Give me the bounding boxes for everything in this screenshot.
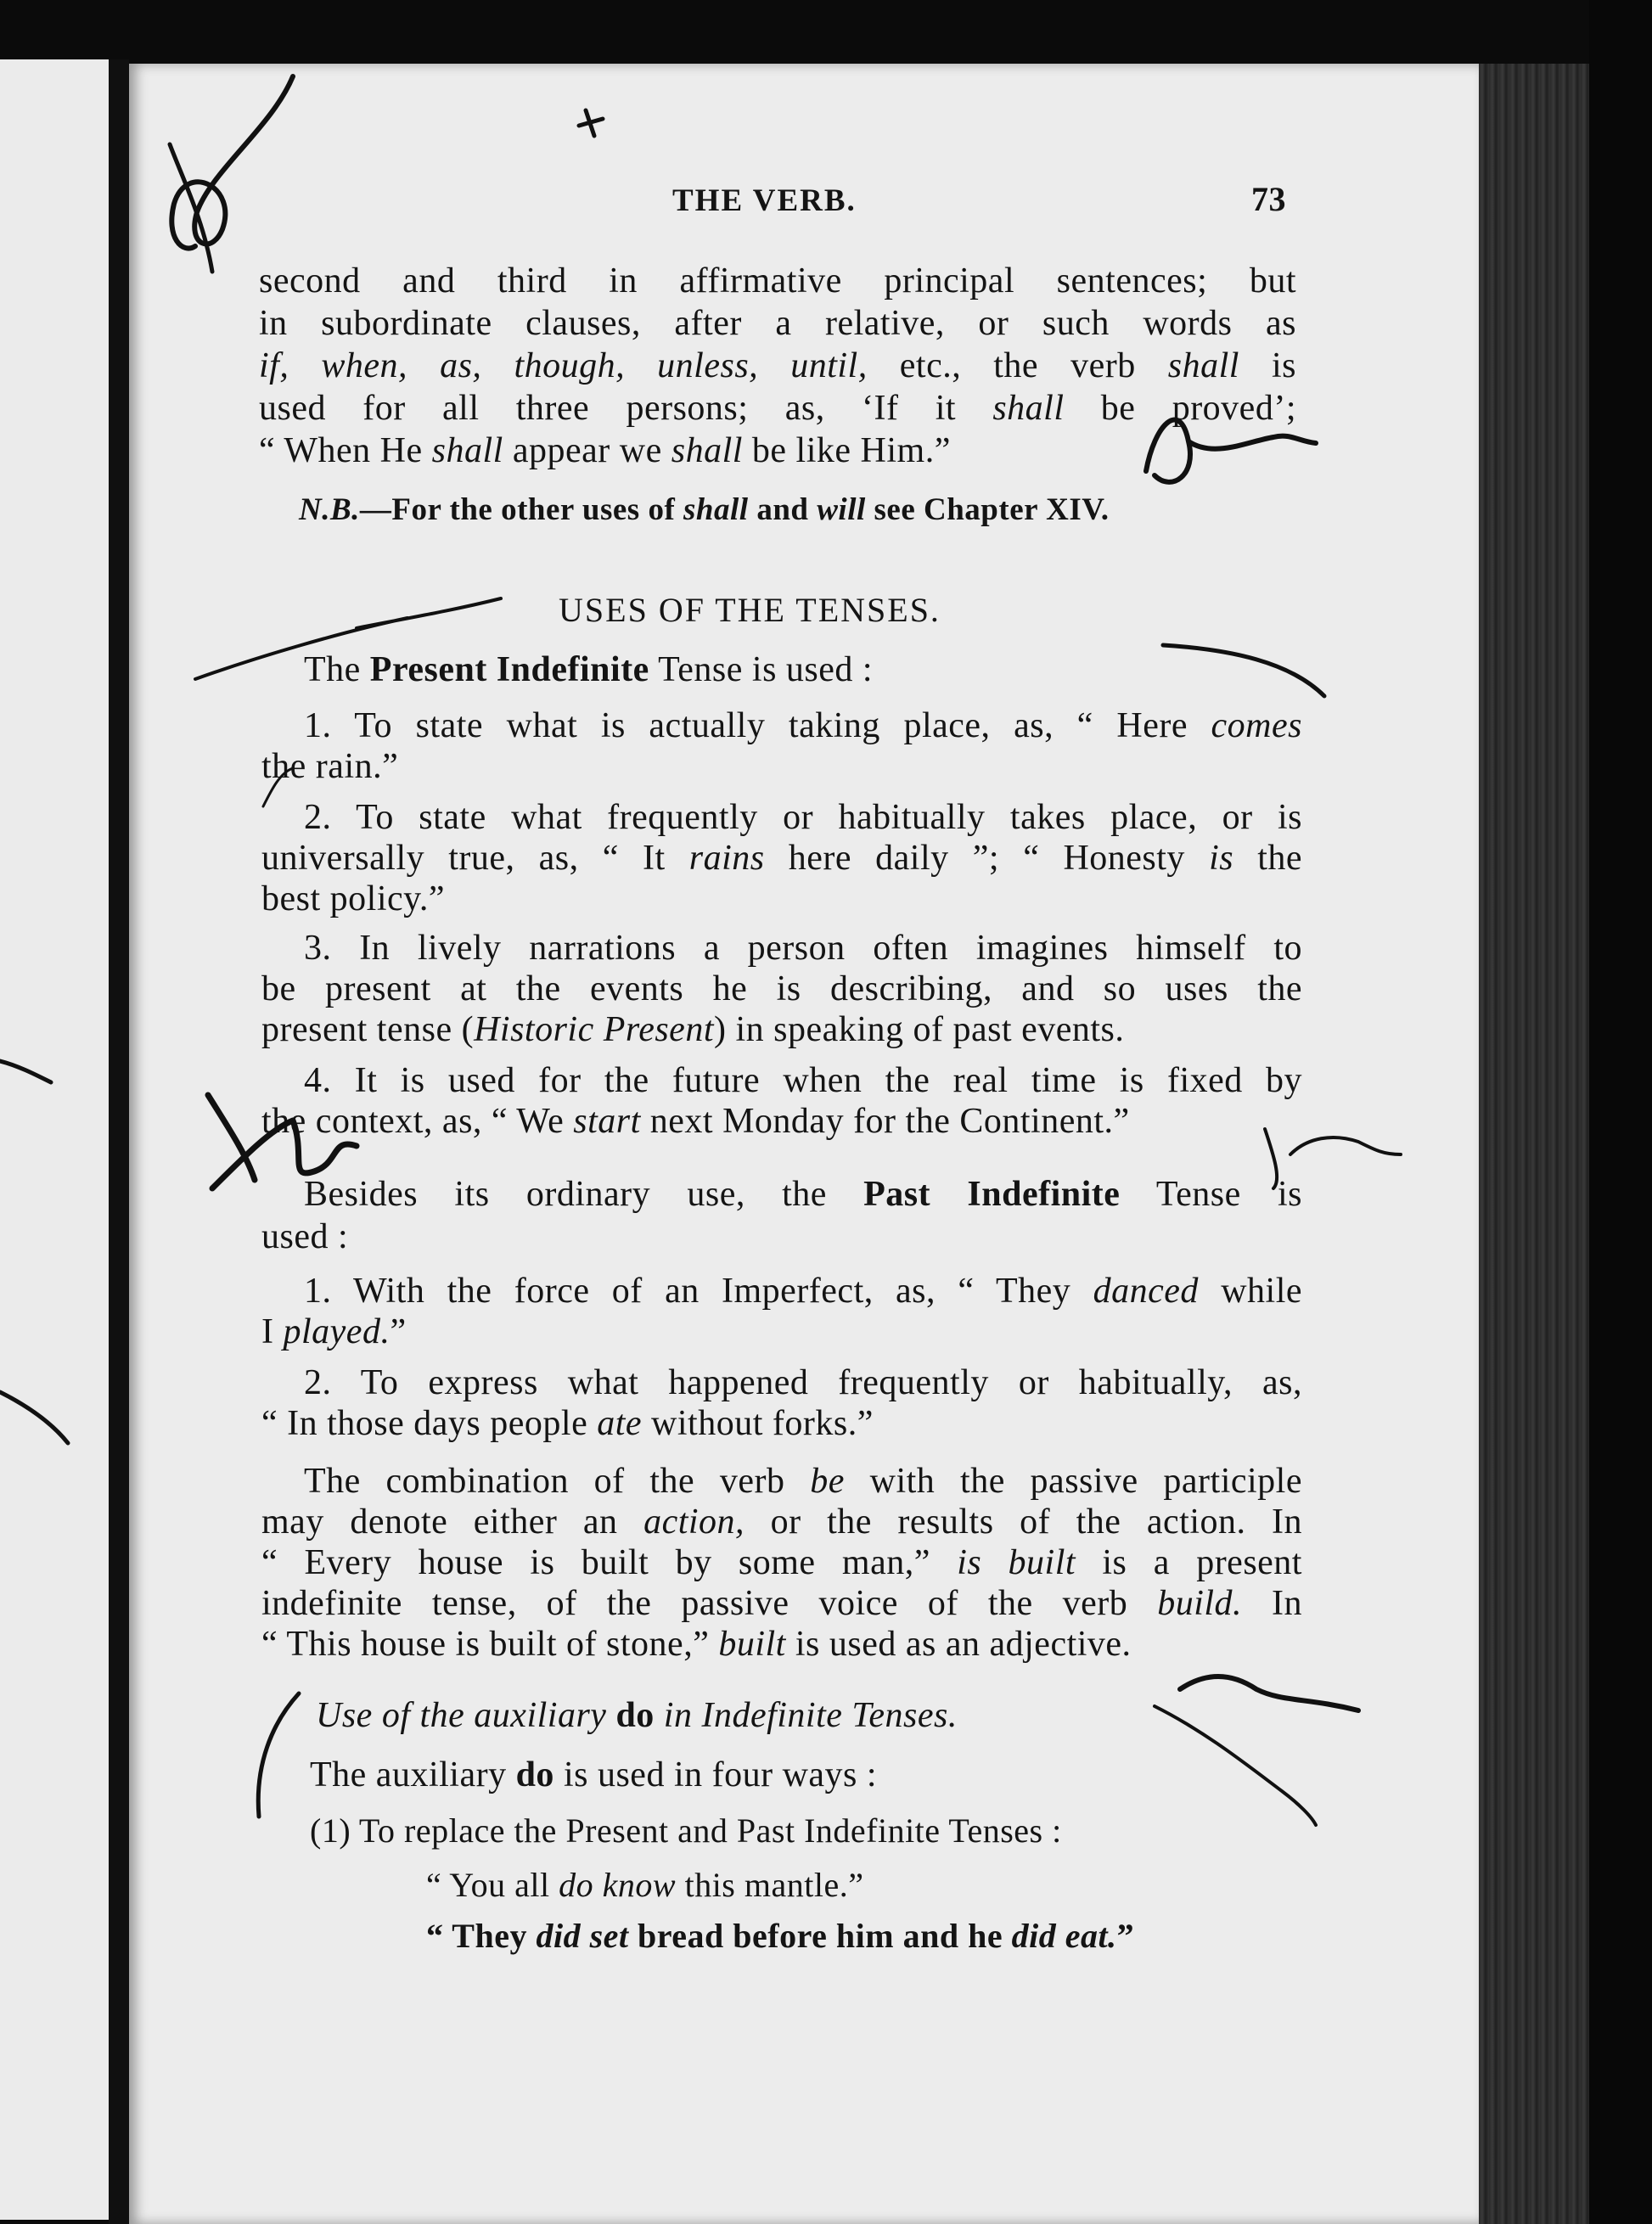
text-line: 1. To state what is actually taking place, as, “ Here comes — [304, 706, 1302, 745]
example-line: “ You all do know this mantle.” — [426, 1866, 864, 1904]
left-page-edge — [0, 59, 109, 2220]
running-head: THE VERB. — [672, 183, 857, 218]
text-line: The Present Indefinite Tense is used : — [304, 650, 874, 689]
nb-note: N.B.—For the other uses of shall and will see Chapter XIV. — [299, 492, 1110, 527]
text-line: may denote either an action, or the results of the action. In — [261, 1502, 1303, 1542]
text-line: “ Every house is built by some man,” is built is a present — [261, 1543, 1302, 1582]
text-line: The combination of the verb be with the passive participle — [304, 1462, 1302, 1501]
book-spine — [1479, 64, 1589, 2224]
text-line: be present at the events he is describing, and so uses the — [261, 969, 1302, 1008]
text-line: used : — [261, 1217, 349, 1256]
text-line: if, when, as, though, unless, until, etc., the verb shall is — [259, 346, 1297, 385]
text-line: (1) To replace the Present and Past Indefinite Tenses : — [310, 1811, 1062, 1850]
text-line: the rain.” — [261, 747, 399, 786]
scan-border — [1589, 0, 1652, 2224]
section-heading: USES OF THE TENSES. — [559, 591, 941, 629]
text-line: second and third in affirmative principal sentences; but — [259, 261, 1296, 300]
text-line: I played.” — [261, 1312, 407, 1351]
text-line: present tense (Historic Present) in speaking of past events. — [261, 1010, 1125, 1049]
example-line: “ They did set bread before him and he did eat.” — [426, 1917, 1135, 1955]
text-line: “ This house is built of stone,” built is used as an adjective. — [261, 1625, 1132, 1664]
subsection-heading: Use of the auxiliary do in Indefinite Tenses. — [316, 1696, 958, 1735]
text-line: 2. To state what frequently or habitually takes place, or is — [304, 798, 1302, 837]
text-line: 2. To express what happened frequently or habitually, as, — [304, 1363, 1302, 1402]
text-line: best policy.” — [261, 879, 446, 918]
text-line: 3. In lively narrations a person often imagines himself to — [304, 929, 1302, 968]
page-number: 73 — [1251, 180, 1286, 218]
text-line: 1. With the force of an Imperfect, as, “ They danced while — [304, 1272, 1302, 1311]
text-line: indefinite tense, of the passive voice of the verb build. In — [261, 1584, 1302, 1623]
book-gutter — [109, 59, 129, 2224]
text-line: “ When He shall appear we shall be like Him.” — [259, 431, 951, 470]
text-line: used for all three persons; as, ‘If it shall be proved’; — [259, 389, 1296, 428]
text-line: universally true, as, “ It rains here daily ”; “ Honesty is the — [261, 839, 1303, 878]
text-line: in subordinate clauses, after a relative, or such words as — [259, 304, 1296, 343]
text-line: the context, as, “ We start next Monday for the Continent.” — [261, 1102, 1130, 1141]
text-line: Besides its ordinary use, the Past Indefinite Tense is — [304, 1175, 1303, 1214]
text-line: 4. It is used for the future when the real time is fixed by — [304, 1061, 1302, 1100]
text-line: “ In those days people ate without forks.” — [261, 1404, 874, 1443]
text-line: The auxiliary do is used in four ways : — [310, 1755, 878, 1794]
